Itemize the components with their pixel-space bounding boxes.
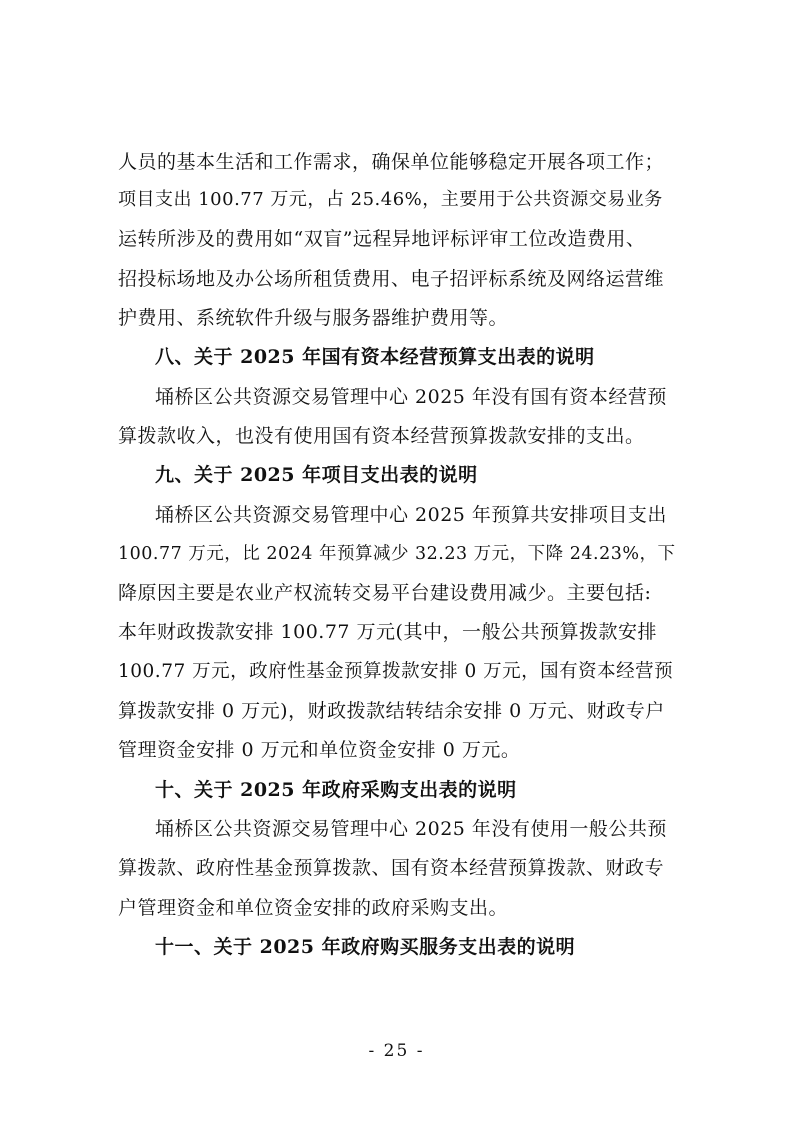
- body-text-line: 项目支出 100.77 万元，占 25.46%，主要用于公共资源交易业务: [118, 189, 663, 210]
- body-text-line: 护费用、系统软件升级与服务器维护费用等。: [118, 307, 509, 329]
- body-text-line: 户管理资金和单位资金安排的政府采购支出。: [118, 897, 509, 919]
- section-heading-10: 十、关于 2025 年政府采购支出表的说明: [155, 779, 517, 801]
- body-text-line: 管理资金安排 0 万元和单位资金安排 0 万元。: [118, 739, 521, 761]
- section-heading-9: 九、关于 2025 年项目支出表的说明: [155, 464, 478, 486]
- body-text-line: 算拨款收入，也没有使用国有资本经营预算拨款安排的支出。: [118, 425, 645, 447]
- body-text-line: 算拨款、政府性基金预算拨款、国有资本经营预算拨款、财政专: [118, 857, 665, 879]
- body-text-line: 算拨款安排 0 万元)，财政拨款结转结余安排 0 万元、财政专户: [118, 700, 665, 722]
- body-text-line: 埇桥区公共资源交易管理中心 2025 年预算共安排项目支出: [155, 504, 667, 526]
- body-text-line: 本年财政拨款安排 100.77 万元(其中，一般公共预算拨款安排: [118, 621, 657, 643]
- body-text-line: 运转所涉及的费用如“双盲”远程异地评标评审工位改造费用、: [118, 228, 646, 250]
- body-text-line: 埇桥区公共资源交易管理中心 2025 年没有使用一般公共预: [155, 818, 667, 840]
- body-text-line: 埇桥区公共资源交易管理中心 2025 年没有国有资本经营预: [155, 386, 667, 408]
- section-heading-11: 十一、关于 2025 年政府购买服务支出表的说明: [155, 936, 576, 958]
- body-text-line: 人员的基本生活和工作需求，确保单位能够稳定开展各项工作；: [118, 151, 665, 173]
- body-text-line: 降原因主要是农业产权流转交易平台建设费用减少。主要包括:: [118, 582, 652, 604]
- section-heading-8: 八、关于 2025 年国有资本经营预算支出表的说明: [155, 346, 595, 368]
- body-text-line: 招投标场地及办公场所租赁费用、电子招评标系统及网络运营维: [118, 268, 665, 290]
- body-text-line: 100.77 万元，政府性基金预算拨款安排 0 万元，国有资本经营预: [118, 661, 674, 682]
- page-number: - 25 -: [368, 1041, 425, 1061]
- body-text-line: 100.77 万元，比 2024 年预算减少 32.23 万元，下降 24.23%，下: [118, 544, 676, 564]
